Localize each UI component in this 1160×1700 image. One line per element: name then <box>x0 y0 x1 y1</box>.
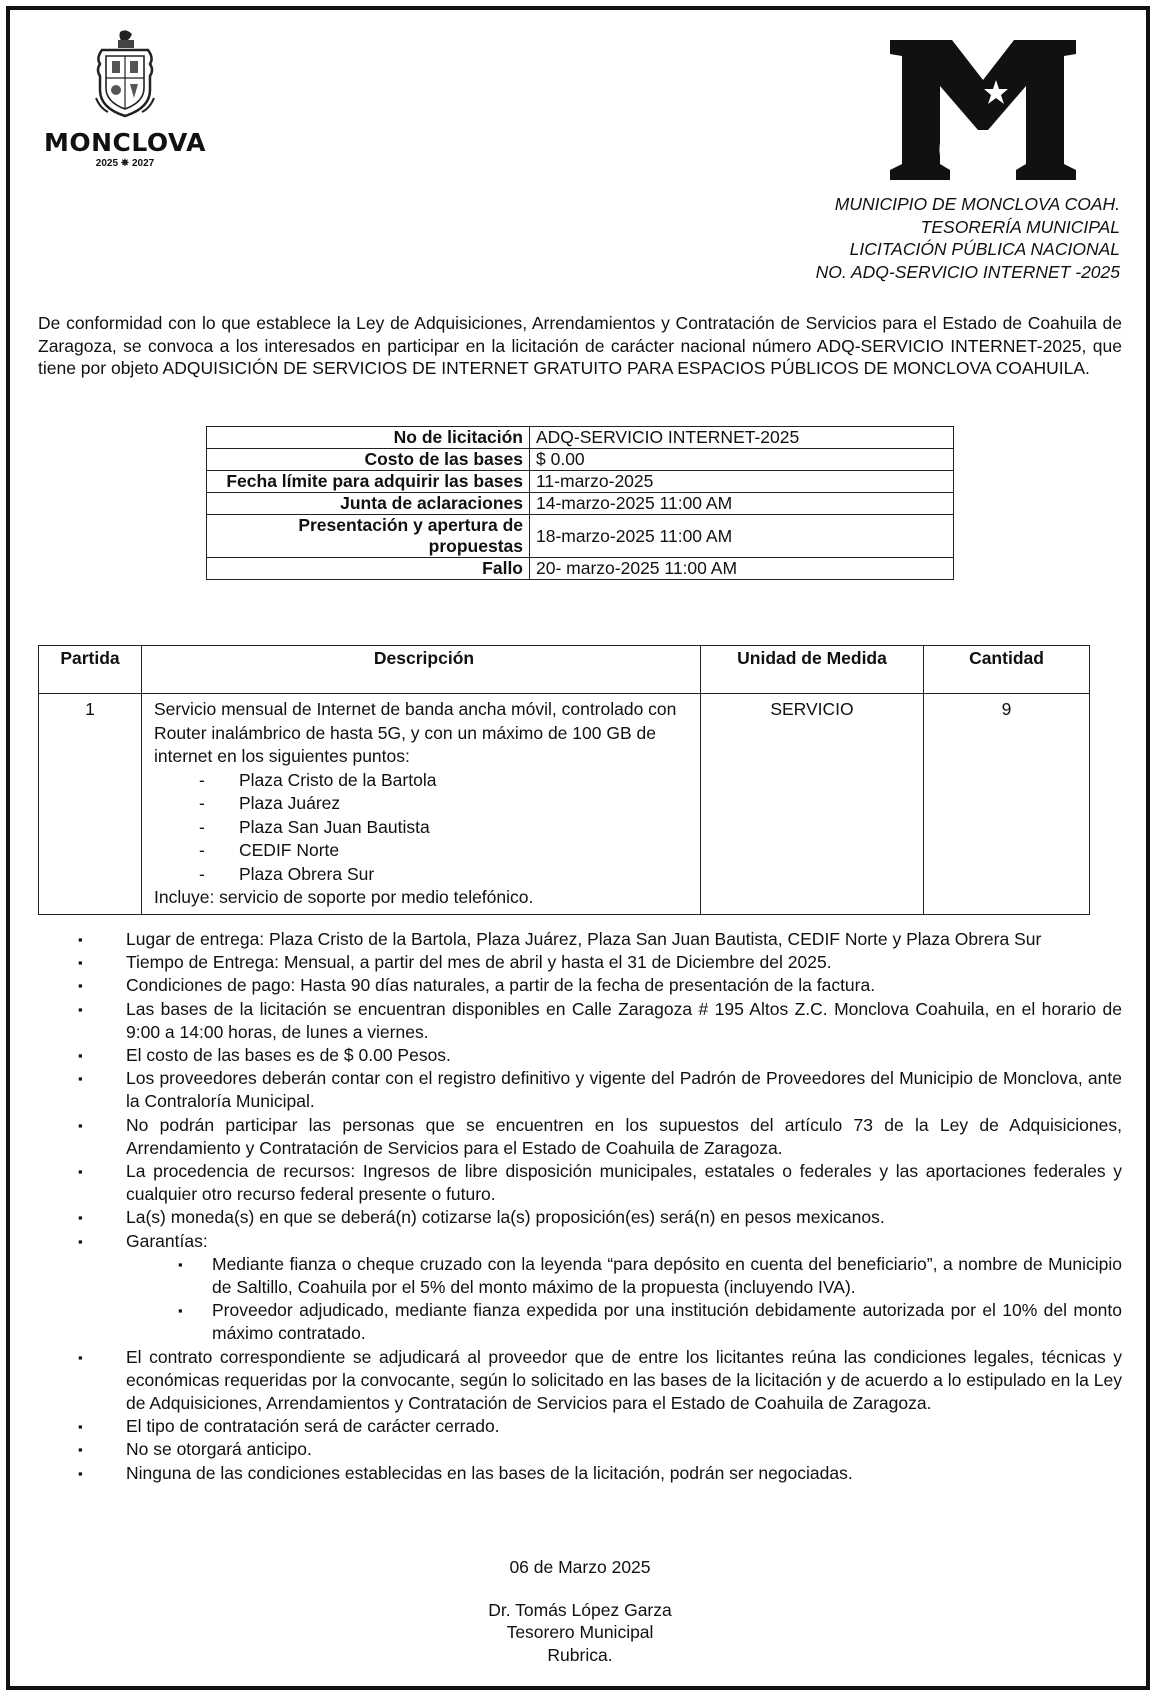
point-label: Plaza Juárez <box>239 793 341 813</box>
list-item <box>38 1206 1122 1229</box>
list-item <box>38 928 1122 951</box>
list-item <box>199 792 694 816</box>
info-label: No de licitación <box>207 427 530 449</box>
point-label: Plaza Obrera Sur <box>239 863 375 884</box>
bullet-icon: ▪ <box>78 1233 83 1249</box>
conditions-list <box>38 928 1122 1485</box>
m-star-logo-icon <box>888 40 1078 180</box>
table-row <box>207 515 954 558</box>
info-label: Costo de las bases <box>207 449 530 471</box>
garantia-text: Proveedor adjudicado, mediante fianza expedida por una institución debidamente autorizada por el 10% del monto máximo contratado. <box>212 1300 1122 1344</box>
monclova-logo <box>40 28 210 173</box>
coat-of-arms-icon <box>90 28 160 126</box>
document-date: 06 de Marzo 2025 <box>509 1557 651 1577</box>
info-value: 11-marzo-2025 <box>530 471 954 493</box>
list-item <box>199 839 694 863</box>
info-value: ADQ-SERVICIO INTERNET-2025 <box>530 427 954 449</box>
table-row <box>207 558 954 580</box>
bullet-icon: ▪ <box>78 1117 83 1133</box>
condition-text: Los proveedores deberán contar con el registro definitivo y vigente del Padrón de Proveedores del Municipio de Monclova, ante la Contraloría Municipal. <box>126 1068 1122 1112</box>
list-item <box>38 974 1122 997</box>
bullet-icon: ▪ <box>78 1419 83 1435</box>
info-label: Fallo <box>207 558 530 580</box>
list-item <box>38 1067 1122 1113</box>
info-value: $ 0.00 <box>530 449 954 471</box>
bullet-icon: ▪ <box>78 1071 83 1087</box>
bullet-icon: ▪ <box>78 1442 83 1458</box>
table-row <box>39 694 1090 915</box>
list-item <box>38 1114 1122 1160</box>
dash: - <box>199 816 205 837</box>
list-item <box>126 1253 1122 1299</box>
list-item <box>38 1462 1122 1485</box>
info-value: 14-marzo-2025 11:00 AM <box>530 493 954 515</box>
condition-text: Ninguna de las condiciones establecidas en las bases de la licitación, podrán ser negociadas. <box>126 1462 853 1483</box>
list-item <box>38 1044 1122 1067</box>
condition-text: No podrán participar las personas que se encuentren en los supuestos del artículo 73 de la Ley de Adquisiciones, Arrendamiento y Contratación de Servicios para el Estado de Coahuila de Zaragoza. <box>126 1114 1122 1158</box>
table-row <box>207 427 954 449</box>
info-label: Junta de aclaraciones <box>207 493 530 515</box>
heading-line: TESORERÍA MUNICIPAL <box>920 216 1120 237</box>
list-item <box>38 1415 1122 1438</box>
list-item <box>199 816 694 840</box>
bullet-icon: ▪ <box>78 1048 83 1064</box>
bullet-icon: ▪ <box>78 1164 83 1180</box>
dash: - <box>199 793 205 813</box>
tender-info-table <box>206 426 954 580</box>
description-intro: Servicio mensual de Internet de banda ancha móvil, controlado con Router inalámbrico de hasta 5G, y con un máximo de 100 GB de internet en los siguientes puntos: <box>154 699 677 766</box>
point-label: Plaza Cristo de la Bartola <box>239 769 437 790</box>
intro-paragraph: De conformidad con lo que establece la Ley de Adquisiciones, Arrendamientos y Contratación de Servicios para el Estado de Coahuila de Zaragoza, se convoca a los interesados en participar en la licitación de carácter nacional número ADQ-SERVICIO INTERNET-2025, que tiene por objeto ADQUISICIÓN DE SERVICIOS DE INTERNET GRATUITO PARA ESPACIOS PÚBLICOS DE MONCLOVA COAHUILA. <box>38 313 1122 378</box>
info-value: 18-marzo-2025 11:00 AM <box>530 515 954 558</box>
list-item <box>199 863 694 887</box>
column-header: Unidad de Medida <box>701 646 924 694</box>
points-list <box>154 769 694 887</box>
bullet-icon: ▪ <box>178 1303 183 1319</box>
signature-note: Rubrica. <box>547 1644 613 1665</box>
partida-cell: 1 <box>39 694 142 915</box>
dash: - <box>199 840 205 860</box>
signer-role: Tesorero Municipal <box>506 1622 654 1642</box>
list-item <box>38 1230 1122 1346</box>
info-label: Presentación y apertura de propuestas <box>207 515 530 558</box>
column-header: Partida <box>39 646 142 694</box>
description-cell <box>142 694 701 915</box>
logo-years: 2025 ✵ 2027 <box>95 158 155 169</box>
signer-name: Dr. Tomás López Garza <box>488 1599 672 1620</box>
garantia-text: Mediante fianza o cheque cruzado con la leyenda “para depósito en cuenta del beneficiario”, a nombre de Municipio de Saltillo, Coahuila por el 5% del monto máximo de la propuesta (incluyendo IVA). <box>212 1253 1122 1298</box>
bullet-icon: ▪ <box>78 1210 83 1226</box>
condition-text: No se otorgará anticipo. <box>126 1439 312 1460</box>
condition-text: La(s) moneda(s) en que se deberá(n) cotizarse la(s) proposición(es) será(n) en pesos mexicanos. <box>126 1207 885 1228</box>
heading-line: LICITACIÓN PÚBLICA NACIONAL <box>849 239 1120 259</box>
garantias-list <box>126 1253 1122 1346</box>
condition-text: La procedencia de recursos: Ingresos de libre disposición municipales, estatales o federales y las aportaciones federales y cualquier otro recurso federal presente o futuro. <box>126 1161 1122 1205</box>
list-item <box>38 1346 1122 1416</box>
heading-line: MUNICIPIO DE MONCLOVA COAH. <box>834 194 1120 214</box>
condition-text: El contrato correspondiente se adjudicará al proveedor que de entre los licitantes reúna las condiciones legales, técnicas y económicas requeridas por la convocante, según lo solicitado en las bases de la licitación y de acuerdo a lo estipulado en la Ley de Adquisiciones, Arrendamientos y Contratación de Servicios para el Estado de Coahuila de Zaragoza. <box>126 1346 1122 1414</box>
table-header-row <box>39 646 1090 694</box>
bullet-icon: ▪ <box>78 1349 83 1365</box>
list-item <box>199 769 694 793</box>
condition-text: El costo de las bases es de $ 0.00 Pesos. <box>126 1045 451 1066</box>
m-logo <box>888 40 1078 180</box>
list-item <box>38 998 1122 1044</box>
condition-text: Tiempo de Entrega: Mensual, a partir del mes de abril y hasta el 31 de Diciembre del 2025. <box>126 952 832 973</box>
list-item <box>38 1160 1122 1206</box>
info-label: Fecha límite para adquirir las bases <box>207 471 530 493</box>
cantidad-cell: 9 <box>924 694 1090 915</box>
logo-title: MONCLOVA <box>43 128 207 157</box>
table-row <box>207 471 954 493</box>
signature-block <box>380 1556 780 1666</box>
info-value: 20- marzo-2025 11:00 AM <box>530 558 954 580</box>
list-item <box>38 1438 1122 1461</box>
bullet-icon: ▪ <box>78 978 83 994</box>
dash: - <box>199 769 205 790</box>
column-header: Cantidad <box>924 646 1090 694</box>
bullet-icon: ▪ <box>178 1256 183 1272</box>
dash: - <box>199 863 205 884</box>
table-row <box>207 493 954 515</box>
list-item <box>126 1299 1122 1345</box>
unidad-cell: SERVICIO <box>701 694 924 915</box>
description-outro: Incluye: servicio de soporte por medio telefónico. <box>154 887 534 907</box>
issuer-heading <box>520 193 1120 283</box>
bullet-icon: ▪ <box>78 955 83 971</box>
items-table <box>38 645 1090 915</box>
bullet-icon: ▪ <box>78 1465 83 1481</box>
condition-text: Lugar de entrega: Plaza Cristo de la Bartola, Plaza Juárez, Plaza San Juan Bautista, CEDIF Norte y Plaza Obrera Sur <box>126 929 1042 949</box>
bullet-icon: ▪ <box>78 932 83 947</box>
point-label: Plaza San Juan Bautista <box>239 816 430 837</box>
table-row <box>207 449 954 471</box>
condition-text: Condiciones de pago: Hasta 90 días naturales, a partir de la fecha de presentación de la factura. <box>126 975 876 996</box>
garantias-title: Garantías: <box>126 1230 208 1251</box>
list-item <box>38 951 1122 974</box>
column-header: Descripción <box>142 646 701 694</box>
condition-text: El tipo de contratación será de carácter cerrado. <box>126 1416 500 1437</box>
point-label: CEDIF Norte <box>239 840 340 860</box>
bullet-icon: ▪ <box>78 1001 83 1017</box>
condition-text: Las bases de la licitación se encuentran disponibles en Calle Zaragoza # 195 Altos Z.C. Monclova Coahuila, en el horario de 9:00 a 14:00 horas, de lunes a viernes. <box>126 998 1122 1042</box>
heading-line: NO. ADQ-SERVICIO INTERNET -2025 <box>815 261 1120 282</box>
